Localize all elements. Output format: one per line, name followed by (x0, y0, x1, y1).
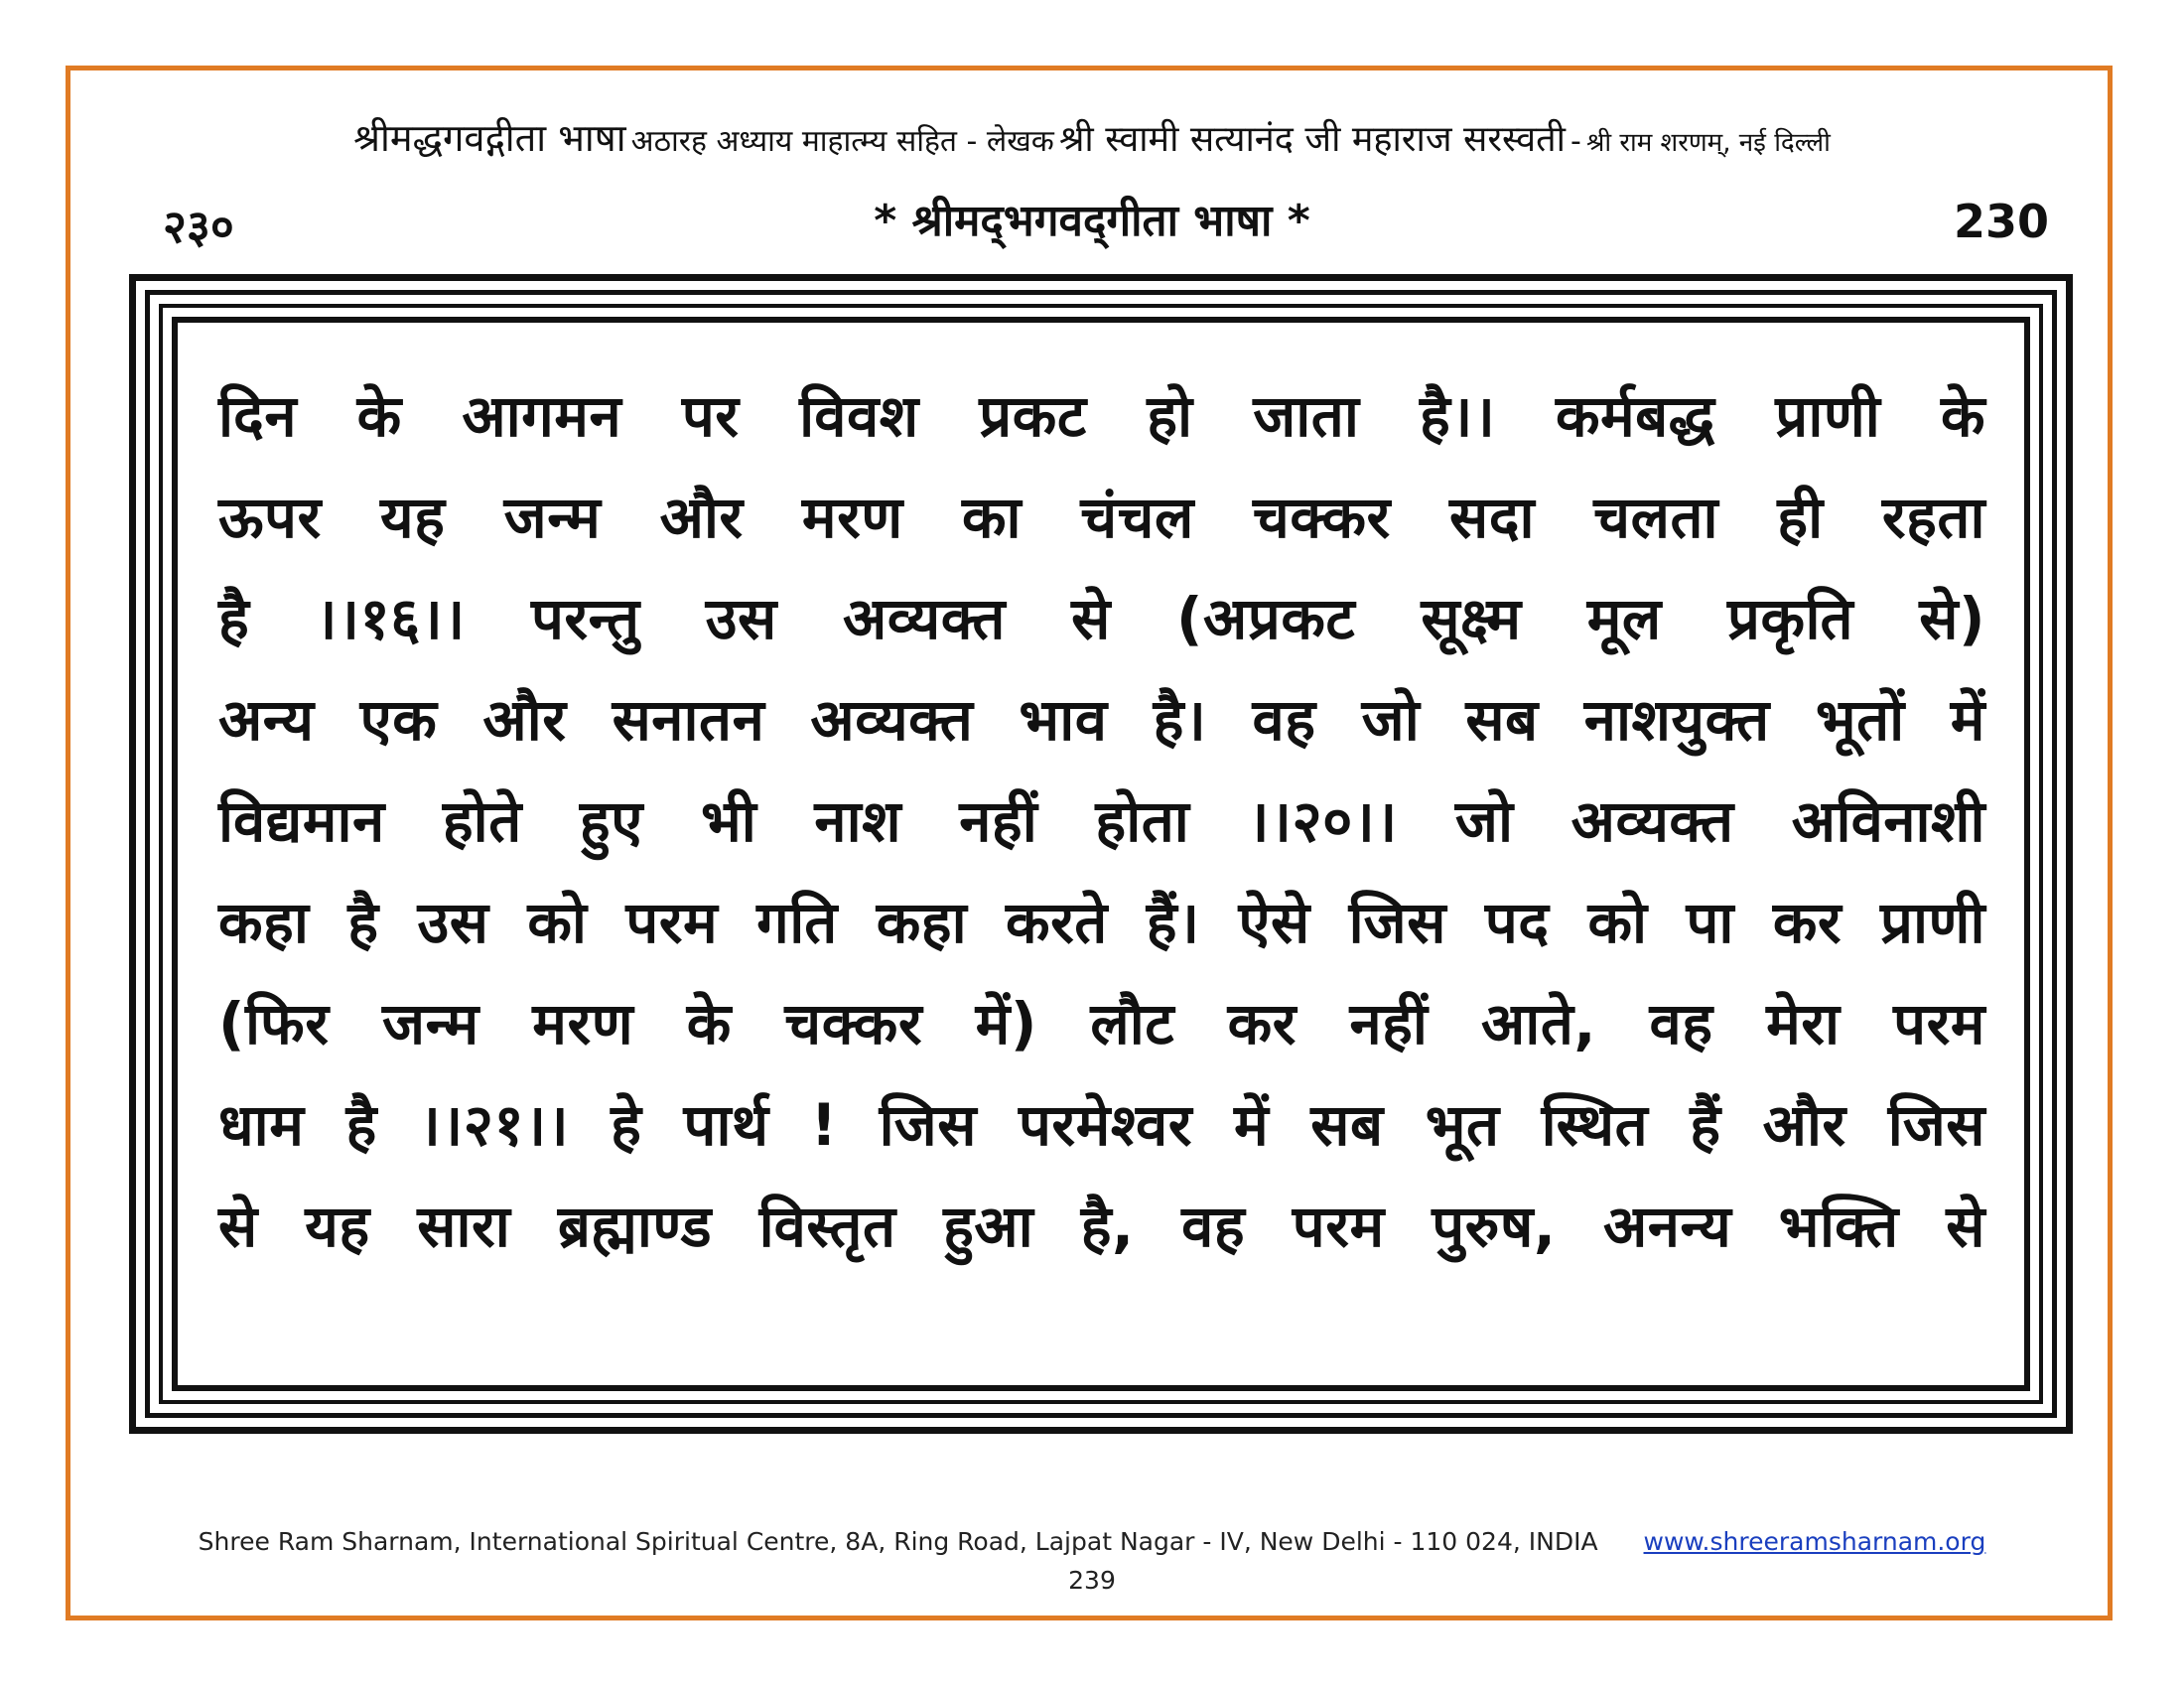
publisher-place: श्री राम शरणम्, नई दिल्ली (1585, 128, 1831, 158)
pdf-page-number: 239 (1068, 1566, 1116, 1595)
document-header (99, 111, 2085, 171)
verse-line: ऊपर यह जन्म और मरण का चंचल चक्कर सदा चलता ही रहता (218, 484, 1985, 551)
header-separator: - (1570, 124, 1581, 159)
verse-body (218, 365, 1985, 1277)
book-title: श्रीमद्धगवद्गीता भाषा (353, 116, 626, 160)
verse-line: दिन के आगमन पर विवश प्रकट हो जाता है।। कर्मबद्ध प्राणी के (218, 382, 1985, 450)
book-subtitle: अठारह अध्याय माहात्म्य सहित - लेखक (630, 124, 1054, 159)
website-link[interactable]: www.shreeramsharnam.org (1643, 1527, 1986, 1556)
verse-line: (फिर जन्म मरण के चक्कर में) लौट कर नहीं आते, वह मेरा परम (218, 990, 1985, 1057)
verse-line: से यह सारा ब्रह्माण्ड विस्तृत हुआ है, वह परम पुरुष, अनन्य भक्ति से (218, 1193, 1985, 1260)
verse-line: अन्य एक और सनातन अव्यक्त भाव है। वह जो सब नाशयुक्त भूतों में (218, 686, 1985, 754)
verse-line: है ।।१६।। परन्तु उस अव्यक्त से (अप्रकट सूक्ष्म मूल प्रकृति से) (218, 585, 1985, 652)
verse-line: धाम है ।।२१।। हे पार्थ ! जिस परमेश्वर में सब भूत स्थित हैं और जिस (218, 1091, 1985, 1159)
author-name: श्री स्वामी सत्यानंद जी महाराज सरस्वती (1058, 119, 1566, 160)
verse-line: कहा है उस को परम गति कहा करते हैं। ऐसे जिस पद को पा कर प्राणी (218, 889, 1985, 956)
page-number-latin: 230 (1953, 195, 2049, 248)
footer-address: Shree Ram Sharnam, International Spiritual Centre, 8A, Ring Road, Lajpat Nagar - IV, New Delhi - 110 024, INDIA (198, 1527, 1598, 1556)
verse-line: विद्यमान होते हुए भी नाश नहीं होता ।।२०।। जो अव्यक्त अविनाशी (218, 787, 1985, 855)
page-number-devanagari: २३० (163, 200, 234, 253)
running-head: * श्रीमद्‌भगवद्‌गीता भाषा * (874, 196, 1310, 246)
page-footer (99, 1527, 2085, 1595)
